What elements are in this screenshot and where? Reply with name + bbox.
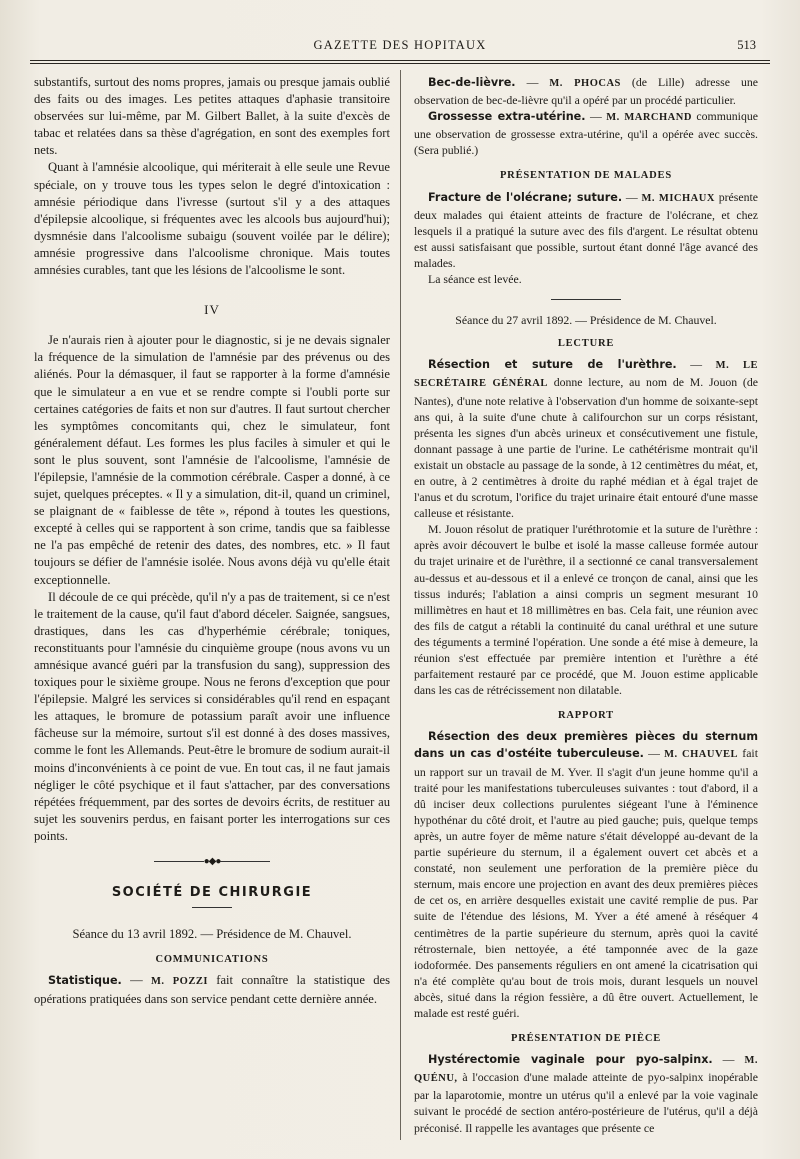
entry-author: M. POZZI <box>150 976 208 988</box>
entry-title: Résection et suture de l'urèthre. <box>428 358 677 372</box>
entry-hysterectomie: Hystérectomie vaginale pour pyo-salpinx. — M. QUÉNU, à l'occasion d'une malade atteinte de pyo-salpinx inopérable par la laparotomie, montre un utérus qu'il a enlevé par la voie vaginale suivant le procédé de section antéro-postérieure de l'utérus, qu'il a déjà préconisé. Il rappelle les avantages que présente ce <box>414 1052 759 1135</box>
entry-author: M. MARCHAND <box>606 112 692 124</box>
paragraph: substantifs, surtout des noms propres, jamais ou presque jamais oublié des faits ou des images. Les petites attaques d'aphasie transitoire observées sur lui-même, par M. Gilbert Ballet, à la suite d'excès de tabac et relatées dans sa thèse d'agrégation, en sont des exemples fort nets. <box>34 75 390 158</box>
header-rule <box>30 60 770 64</box>
lecture-heading: LECTURE <box>557 338 615 350</box>
presentation-piece-heading: PRÉSENTATION DE PIÈCE <box>510 1033 662 1045</box>
paragraph: M. Jouon résolut de pratiquer l'uréthrotomie et la suture de l'urèthre : après avoir découvert le bulbe et isolé la masse calleuse formée autour du trajet urinaire et de l'urèthre, il a sectionné ce canal transversalement au-dessus et au-dessous et il a enlevé ce tronçon de canal, ainsi que les tissus indurés; l'ablation a ainsi compris un segment mesurant 10 millimètres en haut et 18 millimètres en bas. Cela fait, une réunion avec des fils de catgut a rétabli la continuité du canal uréthral et une suture des téguments a terminé l'opération. Une sonde a été mise à demeure, la réunion s'est effectuée par première intention et l'urèthre a été parfaitement restauré par ce procédé, que M. Jouon estime applicable dans les cas de rétrécissement non dilatable. <box>414 522 758 698</box>
seance-levee: La séance est levée. <box>428 272 522 287</box>
entry-resection-urethre: Résection et suture de l'urèthre. — M. LE SECRÉTAIRE GÉNÉRAL donne lecture, au nom de M. Jouon (de Nantes), d'une note relative à l'observation d'un homme de soixante-sept ans qui, à la suite d'une chute à califourchon sur un corps résistant, présenta les signes d'un abcès urineux et consécutivement une fistule, donnant passage à une partie de l'urine. Le cathétérisme montrait qu'il existait un obstacle au passage de la sonde, à 12 centimètres du méat, et, en outre, à 2 centimètres à droite du raphé médian et à égal trajet de l'anus et du scrotum, l'orifice du trajet urinaire était entouré d'une masse calleuse et résistante. <box>414 357 758 521</box>
entry-author: M. MICHAUX <box>641 192 715 204</box>
page-number: 513 <box>737 38 756 52</box>
seance-line: Séance du 13 avril 1892. — Présidence de M. Chauvel. <box>72 927 352 942</box>
seance-line: Séance du 27 avril 1892. — Présidence de M. Chauvel. <box>455 313 717 328</box>
entry-author: M. LE SECRÉTAIRE GÉNÉRAL <box>414 360 758 390</box>
entry-text: communique une observation de grossesse extra-utérine, qu'il a opérée avec succès. (Sera publié.) <box>414 109 758 158</box>
short-rule <box>192 907 232 908</box>
paragraph: Quant à l'amnésie alcoolique, qui mériterait à elle seule une Revue spéciale, on y trouve tous les types selon le degré d'intoxication : amnésie périodique dans l'ivresse (surtout s'il y a des attaques d'épilepsie alcoolique, si fréquentes avec les alcools bus aujourd'hui); dysmnésie dans l'alcoolisme subaigu (souvent voilée par le délire); amnésie progressive dans l'alcoolisme chronique. Mais toutes amnésies curables, tant que les lésions de l'alcoolisme le sont. <box>34 160 390 278</box>
section-rule <box>551 299 621 300</box>
entry-grossesse: Grossesse extra-utérine. — M. MARCHAND communique une observation de grossesse extra-utérine, qu'il a opérée avec succès. (Sera publié.) <box>414 109 758 158</box>
rapport-heading: RAPPORT <box>558 710 614 722</box>
entry-title: Fracture de l'olécrane; suture. <box>428 190 623 204</box>
entry-title: Statistique. <box>48 974 122 988</box>
paragraph: Je n'aurais rien à ajouter pour le diagnostic, si je ne devais signaler la fréquence de la simulation de l'amnésie par des prévenus ou des aliénés. Pour la démasquer, il faut se rapporter à la forme d'amnésie que le simulateur a en vue et se rendre compte si l'oubli porte sur certaines catégories de faits et non sur d'autres. Il faut surtout chercher les symptômes concomitants qui, chez le simulateur, font généralement défaut. Les formes les plus faciles à simuler et qui le sont le plus souvent, sont l'amnésie de l'alcoolisme, l'amnésie de l'épilepsie, l'amnésie de la commotion cérébrale. Casper a donné, à ce sujet, quelques préceptes. « Il y a simulation, dit-il, quand un criminel, se plaignant de « faiblesse de tête », répond à toutes les questions, excepté à celles qui se rapportent à son crime, tandis que sa faiblesse ne l'a pas empêché de retenir des dates, des nombres, etc. » Il faut toujours se défier de l'amnésie isolée. Nous avons déjà vu qu'elle était exceptionnelle. <box>34 333 390 587</box>
right-column <box>414 74 758 1136</box>
ornament-divider: ●◆● <box>34 853 390 870</box>
left-column <box>34 74 390 1008</box>
entry-text: (de Lille) adresse une observation de bec-de-lièvre qu'il a opéré par un procédé particulier. <box>414 75 758 108</box>
entry-author: M. QUÉNU, <box>414 1055 759 1085</box>
communications-heading: COMMUNICATIONS <box>155 954 269 966</box>
entry-bec-de-lievre: Bec-de-lièvre. — M. PHOCAS (de Lille) adresse une observation de bec-de-lièvre qu'il a opéré par un procédé particulier. <box>414 75 758 108</box>
entry-sternum: Résection des deux premières pièces du sternum dans un cas d'ostéite tuberculeuse. — M. CHAUVEL fait un rapport sur un travail de M. Yver. Il s'agit d'un jeune homme qu'il a traité pour les manifestations tuberculeuses suivantes : tout d'abord, il a dû inciser deux collections purulentes siégeant l'une à l'éminence hypothénar du côté droit, et l'autre au pied gauche; puis, quelque temps après, un autre foyer de même nature s'était développé au-devant de la partie supérieure du sternum, il a également ouvert cet abcès et a constaté, non seulement une perforation de la première pièce du sternum, mais encore une projection en avant des deux premières pièces de cet os, en arrière desquelles existait une cavité remplie de pus. Par suite de l'étendue des lésions, M. Yver a été amené à réséquer 4 centimètres de la partie supérieure du sternum, après quoi la cavité rétrosternale, bien nettoyée, a été tamponnée avec de la gaze iodoformée. Des pansements réguliers en ont amené la cicatrisation qui n'a été complète qu'au bout de trois mois, durant lesquels un nouvel abcès, situé dans la région fessière, a dû être ouvert. Actuellement, le malade est resté guéri. <box>414 730 758 1020</box>
entry-title: Résection des deux premières pièces du sternum dans un cas d'ostéite tuberculeuse. <box>414 730 758 761</box>
entry-text: fait un rapport sur un travail de M. Yver. Il s'agit d'un jeune homme qu'il a traité pour les manifestations tuberculeuses suivantes : tout d'abord, il a dû inciser deux collections purulentes siégeant l'une à l'éminence hypothénar du côté droit, et l'autre au pied gauche; puis, quelque temps après, un autre foyer de même nature s'était développé au-devant de la partie supérieure du sternum, il a également ouvert cet abcès et a constaté, non seulement une perforation de la première pièce du sternum, mais encore une projection en avant des deux premières pièces de cet os, en arrière desquelles existait une cavité remplie de pus. Par suite de l'étendue des lésions, M. Yver a été amené à réséquer 4 centimètres de la partie supérieure du sternum, après quoi la cavité rétrosternale, bien nettoyée, a été tamponnée avec de la gaze iodoformée. Des pansements réguliers en ont amené la cicatrisation qui n'a été complète qu'au bout de trois mois, durant lesquels un nouvel abcès, situé dans la région fessière, a dû être ouvert. Actuellement, le malade est resté guéri. <box>414 746 758 1020</box>
entry-text: fait connaître la statistique des opérations pratiquées dans son service pendant cette dernière année. <box>34 973 390 1006</box>
society-heading: SOCIÉTÉ DE CHIRURGIE <box>111 885 313 901</box>
entry-author: M. CHAUVEL <box>664 749 739 761</box>
page-header <box>30 36 770 56</box>
presentation-malades-heading: PRÉSENTATION DE MALADES <box>499 170 673 182</box>
column-divider <box>400 70 401 1140</box>
entry-title: Grossesse extra-utérine. <box>428 110 586 124</box>
entry-title: Hystérectomie vaginale pour pyo-salpinx. <box>428 1053 713 1067</box>
entry-statistique: Statistique. — M. POZZI fait connaître la statistique des opérations pratiquées dans son service pendant cette dernière année. <box>34 973 390 1006</box>
entry-text: donne lecture, au nom de M. Jouon (de Nantes), d'une note relative à l'observation d'un homme de soixante-sept ans qui, à la suite d'une chute à califourchon sur un corps résistant, présenta les signes d'un abcès urineux et consécutivement une fistule, donnant passage à une partie de l'urine. Le cathétérisme montrait qu'il existait un obstacle au passage de la sonde, à 12 centimètres du méat, et, en outre, à 2 centimètres à droite du raphé médian et à égal trajet de l'anus et du scrotum, l'orifice du trajet urinaire était entouré d'une masse calleuse et résistante. <box>414 375 758 521</box>
entry-text: présente deux malades qui étaient atteints de fracture de l'olécrane, et chez lesquels il a pratiqué la suture avec des fils d'argent. Le résultat obtenu est aussi satisfaisant que possible, surtout étant donné l'âge avancé des malades. <box>414 189 758 270</box>
entry-fracture: Fracture de l'olécrane; suture. — M. MICHAUX présente deux malades qui étaient atteints de fracture de l'olécrane, et chez lesquels il a pratiqué la suture avec des fils d'argent. Le résultat obtenu est aussi satisfaisant que possible, surtout étant donné l'âge avancé des malades. <box>414 189 758 270</box>
entry-text: à l'occasion d'une malade atteinte de pyo-salpinx inopérable par la laparotomie, montre un utérus qu'il a enlevé par la voie vaginale suivant le procédé de section antéro-postérieure de l'utérus, qu'il a déjà préconisé. Il rappelle les avantages que présente ce <box>414 1070 758 1135</box>
paragraph: Il découle de ce qui précède, qu'il n'y a pas de traitement, si ce n'est le traitement de la cause, qu'il faut d'abord déceler. Saignée, sangsues, drastiques, dans les cas d'hyperhémie cérébrale; toniques, reconstituants pour l'amnésie du cinquième groupe (nous avons vu un amnésique avancé guéri par la transfusion du sang), suppression des toxiques pour le sixième groupe. Nous ne ferons d'exception que pour l'épilepsie. Malgré les services si considérables qu'il rend en espaçant les attaques, le bromure de potassium paraît avoir une influence fâcheuse sur la mémoire, surtout s'il est donné à des doses massives, comme le font les Allemands. Peut-être le bromure de sodium aurait-il moins d'inconvénients à ce point de vue. En tout cas, il ne faut jamais négliger le côté psychique et il faut s'attacher, par des conversations répétées fréquemment, par des sortes de devoirs écrits, de restituer au sujet les souvenirs perdus, en faisant porter les interrogations sur ces points. <box>34 589 390 843</box>
entry-title: Bec-de-lièvre. <box>428 76 516 89</box>
entry-author: M. PHOCAS <box>549 78 621 89</box>
section-number: IV <box>204 302 220 318</box>
journal-title: GAZETTE DES HOPITAUX <box>313 38 487 52</box>
